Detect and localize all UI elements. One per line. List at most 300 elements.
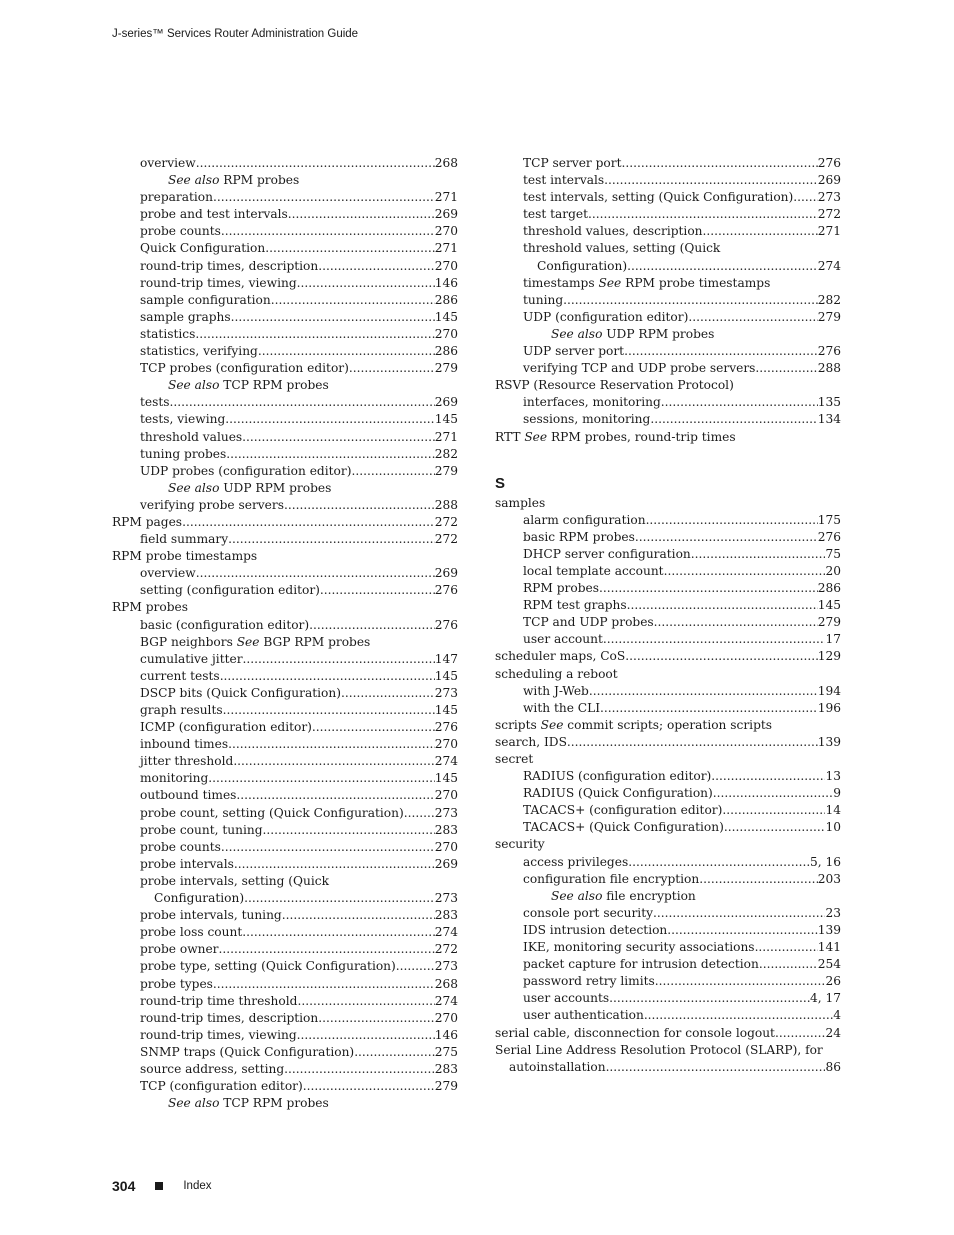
dot-leader xyxy=(711,768,825,785)
index-term: BGP neighbors xyxy=(140,634,237,649)
dot-leader xyxy=(208,770,434,787)
page-reference: 139 xyxy=(817,922,841,937)
dot-leader xyxy=(606,1059,826,1076)
see-keyword: See xyxy=(524,429,548,444)
page-reference: 145 xyxy=(434,703,458,717)
index-term: with J-Web xyxy=(523,683,589,698)
index-subentry xyxy=(112,839,458,856)
page-reference: 269 xyxy=(434,395,458,410)
page-reference: 145 xyxy=(434,412,458,427)
dot-leader xyxy=(635,529,818,546)
index-term: probe intervals xyxy=(140,856,234,871)
index-term: scheduler maps, CoS xyxy=(495,649,626,664)
page-reference: 13 xyxy=(825,769,841,784)
index-term: access privileges xyxy=(523,854,629,869)
dot-leader xyxy=(724,819,826,836)
index-subentry xyxy=(495,240,841,257)
page-reference: 276 xyxy=(817,529,841,544)
index-cross-reference xyxy=(112,172,458,189)
footer-section-label: Index xyxy=(183,1180,212,1192)
dot-leader xyxy=(625,648,817,665)
running-header: J-series™ Services Router Administration Guide xyxy=(112,28,359,40)
index-term: probe type, setting (Quick Configuration) xyxy=(140,959,396,974)
index-subentry xyxy=(112,343,458,360)
index-term: timestamps xyxy=(523,275,599,290)
index-term: probe counts xyxy=(140,224,221,239)
index-entry xyxy=(495,648,841,665)
page-reference: 23 xyxy=(825,905,841,920)
index-subentry xyxy=(112,394,458,411)
page-reference: 75 xyxy=(825,546,841,561)
index-term: Configuration) xyxy=(537,258,628,273)
dot-leader xyxy=(628,854,810,871)
index-subentry xyxy=(495,597,841,614)
dot-leader xyxy=(603,631,826,648)
index-term: local template account xyxy=(523,563,664,578)
dot-leader xyxy=(713,785,833,802)
index-term: round-trip times, description xyxy=(140,258,319,273)
dot-leader xyxy=(228,736,435,753)
dot-leader xyxy=(664,563,826,580)
index-term: RADIUS (configuration editor) xyxy=(523,769,712,784)
index-subentry xyxy=(495,973,841,990)
index-entry xyxy=(495,751,841,768)
dot-leader xyxy=(655,973,826,990)
index-subentry xyxy=(112,668,458,685)
page-reference: 282 xyxy=(817,292,841,307)
index-subentry xyxy=(112,976,458,993)
index-term: tuning probes xyxy=(140,446,227,461)
page-reference: 274 xyxy=(434,993,458,1008)
index-subentry xyxy=(495,683,841,700)
page-reference: 26 xyxy=(825,974,841,989)
dot-leader xyxy=(703,223,818,240)
cross-reference-target: TCP RPM probes xyxy=(219,1096,329,1111)
dot-leader xyxy=(609,990,810,1007)
dot-leader xyxy=(228,531,435,548)
index-term: secret xyxy=(495,752,534,766)
index-subentry xyxy=(495,785,841,802)
dot-leader xyxy=(219,941,435,958)
index-entry xyxy=(495,377,841,394)
index-subentry xyxy=(495,580,841,597)
index-term: user authentication xyxy=(523,1008,644,1023)
dot-leader xyxy=(242,429,435,446)
index-subentry xyxy=(112,941,458,958)
see-keyword: See also xyxy=(168,480,220,495)
dot-leader xyxy=(182,514,435,531)
cross-reference-target: commit scripts; operation scripts xyxy=(563,717,773,732)
page-reference: 282 xyxy=(434,446,458,461)
index-cross-reference xyxy=(112,1095,458,1112)
index-subentry xyxy=(495,206,841,223)
index-term: overview xyxy=(140,156,196,170)
index-subentry xyxy=(112,1061,458,1078)
dot-leader xyxy=(263,822,435,839)
page-reference: 272 xyxy=(434,514,458,529)
page-reference: 275 xyxy=(434,1044,458,1059)
index-column-left xyxy=(112,155,458,1112)
dot-leader xyxy=(195,326,434,343)
index-term: cumulative jitter xyxy=(140,651,243,666)
index-term: scripts xyxy=(495,717,541,732)
index-subentry xyxy=(112,240,458,257)
index-term: search, IDS xyxy=(495,734,567,749)
index-term: TACACS+ (Quick Configuration) xyxy=(523,820,724,835)
dot-leader xyxy=(170,394,435,411)
page-reference: 268 xyxy=(434,976,458,991)
index-term: verifying probe servers xyxy=(140,497,284,512)
index-entry xyxy=(495,1042,841,1059)
index-term: with the CLI xyxy=(523,700,601,715)
index-term: probe loss count xyxy=(140,925,243,940)
index-term: IKE, monitoring security associations xyxy=(523,940,755,955)
dot-leader xyxy=(396,958,435,975)
index-term: tests, viewing xyxy=(140,412,226,427)
index-cross-reference xyxy=(112,480,458,497)
index-cross-reference xyxy=(495,275,841,292)
dot-leader xyxy=(236,787,434,804)
index-subentry xyxy=(495,343,841,360)
dot-leader xyxy=(297,993,434,1010)
index-subentry xyxy=(112,582,458,599)
index-term: serial cable, disconnection for console logout xyxy=(495,1025,775,1040)
dot-leader xyxy=(650,411,817,428)
index-term: Configuration) xyxy=(154,891,245,906)
dot-leader xyxy=(644,1007,833,1024)
dot-leader xyxy=(600,700,818,717)
index-term: threshold values, setting (Quick xyxy=(523,241,721,256)
dot-leader xyxy=(196,565,435,582)
index-term: IDS intrusion detection xyxy=(523,922,668,937)
index-subentry xyxy=(495,871,841,888)
dot-leader xyxy=(243,651,435,668)
index-entry xyxy=(112,599,458,616)
dot-leader xyxy=(646,512,818,529)
page-reference: 272 xyxy=(434,942,458,957)
see-keyword: See also xyxy=(168,378,220,393)
dot-leader xyxy=(567,734,818,751)
index-term: probe counts xyxy=(140,839,221,854)
dot-leader xyxy=(627,597,818,614)
index-term: verifying TCP and UDP probe servers xyxy=(523,361,756,376)
index-letter-heading: S xyxy=(495,474,506,492)
dot-leader xyxy=(233,753,434,770)
index-term: console port security xyxy=(523,905,653,920)
index-subentry xyxy=(112,702,458,719)
page-reference: 271 xyxy=(817,224,841,239)
index-term: sample graphs xyxy=(140,309,231,324)
index-subentry xyxy=(112,617,458,634)
index-term: threshold values, description xyxy=(523,224,703,239)
page-reference: 276 xyxy=(434,583,458,598)
index-subentry xyxy=(112,411,458,428)
page-reference: 276 xyxy=(817,344,841,359)
index-term: jitter threshold xyxy=(140,754,234,769)
index-subentry xyxy=(112,155,458,172)
page-reference: 272 xyxy=(817,207,841,222)
index-subentry xyxy=(495,563,841,580)
page-reference: 147 xyxy=(434,651,458,666)
page-reference: 5, 16 xyxy=(809,854,841,869)
dot-leader xyxy=(755,939,818,956)
dot-leader xyxy=(404,805,435,822)
page-reference: 145 xyxy=(817,598,841,613)
cross-reference-target: UDP RPM probes xyxy=(219,480,332,495)
index-term: UDP server port xyxy=(523,344,625,359)
page-reference: 194 xyxy=(817,683,841,698)
page-reference: 269 xyxy=(434,207,458,222)
dot-leader xyxy=(621,155,817,172)
square-bullet-icon xyxy=(155,1182,163,1190)
index-term: round-trip times, viewing xyxy=(140,1027,297,1042)
dot-leader xyxy=(223,702,435,719)
page-number: 304 xyxy=(112,1178,136,1194)
page-reference: 86 xyxy=(825,1059,841,1074)
dot-leader xyxy=(265,240,435,257)
page-reference: 279 xyxy=(434,463,458,478)
index-subentry xyxy=(112,360,458,377)
index-term: RSVP (Resource Reservation Protocol) xyxy=(495,378,734,393)
index-term: test intervals, setting (Quick Configuration) xyxy=(523,190,794,205)
cross-reference-target: TCP RPM probes xyxy=(219,378,329,393)
index-term: preparation xyxy=(140,190,213,205)
index-term: interfaces, monitoring xyxy=(523,395,661,410)
page-reference: 276 xyxy=(434,720,458,735)
index-entry xyxy=(495,836,841,853)
index-subentry xyxy=(112,531,458,548)
index-entry xyxy=(112,548,458,565)
index-subentry xyxy=(112,805,458,822)
dot-leader xyxy=(341,685,435,702)
page-reference: 14 xyxy=(825,803,841,818)
index-term: probe owner xyxy=(140,942,219,957)
index-subentry xyxy=(112,890,458,907)
dot-leader xyxy=(699,871,817,888)
page-reference: 175 xyxy=(817,512,841,527)
dot-leader xyxy=(661,394,818,411)
page-reference: 271 xyxy=(434,190,458,205)
dot-leader xyxy=(284,1061,435,1078)
index-term: user accounts xyxy=(523,991,610,1006)
dot-leader xyxy=(624,343,818,360)
page-reference: 139 xyxy=(817,734,841,749)
index-subentry xyxy=(112,770,458,787)
dot-leader xyxy=(588,206,818,223)
index-subentry xyxy=(112,258,458,275)
index-term: TCP (configuration editor) xyxy=(140,1079,303,1094)
index-subentry xyxy=(112,993,458,1010)
dot-leader xyxy=(244,890,435,907)
index-subentry xyxy=(112,275,458,292)
index-term: graph results xyxy=(140,703,223,717)
index-subentry xyxy=(495,360,841,377)
index-subentry xyxy=(112,753,458,770)
index-subentry xyxy=(112,736,458,753)
dot-leader xyxy=(627,258,818,275)
index-entry xyxy=(495,1025,841,1042)
page-reference: 274 xyxy=(434,754,458,769)
index-subentry xyxy=(495,768,841,785)
index-term: Quick Configuration xyxy=(140,241,266,256)
index-term: RPM test graphs xyxy=(523,598,627,613)
dot-leader xyxy=(297,275,435,292)
index-column-right xyxy=(495,155,841,1076)
page-reference: 141 xyxy=(817,940,841,955)
index-entry xyxy=(495,495,841,512)
index-term: DSCP bits (Quick Configuration) xyxy=(140,685,341,700)
index-subentry xyxy=(495,854,841,871)
dot-leader xyxy=(258,343,435,360)
dot-leader xyxy=(303,1078,435,1095)
page-reference: 269 xyxy=(817,173,841,188)
page-reference: 270 xyxy=(434,737,458,752)
page-reference: 4 xyxy=(833,1008,841,1023)
index-subentry xyxy=(495,529,841,546)
index-subentry xyxy=(112,565,458,582)
page-reference: 269 xyxy=(434,566,458,581)
index-term: statistics, verifying xyxy=(140,344,258,359)
index-term: round-trip times, description xyxy=(140,1010,319,1025)
index-subentry xyxy=(112,1010,458,1027)
index-subentry xyxy=(112,1044,458,1061)
dot-leader xyxy=(196,155,435,172)
cross-reference-target: RPM probe timestamps xyxy=(621,275,771,290)
index-term: RADIUS (Quick Configuration) xyxy=(523,786,713,801)
page-reference: 273 xyxy=(817,190,841,205)
index-term: threshold values xyxy=(140,429,243,444)
see-keyword: See xyxy=(598,275,622,290)
cross-reference-target: UDP RPM probes xyxy=(602,326,715,341)
index-entry xyxy=(112,514,458,531)
page-reference: 270 xyxy=(434,258,458,273)
index-term: sessions, monitoring xyxy=(523,412,651,427)
index-term: outbound times xyxy=(140,788,237,803)
index-term: scheduling a reboot xyxy=(495,666,618,681)
page-reference: 276 xyxy=(434,617,458,632)
index-term: probe count, setting (Quick Configuration) xyxy=(140,805,404,820)
page-reference: 4, 17 xyxy=(809,991,841,1006)
index-subentry xyxy=(112,856,458,873)
page-reference: 279 xyxy=(434,1079,458,1094)
dot-leader xyxy=(759,956,818,973)
dot-leader xyxy=(722,802,825,819)
page-reference: 17 xyxy=(825,632,841,647)
page-reference: 286 xyxy=(817,581,841,596)
index-term: SNMP traps (Quick Configuration) xyxy=(140,1044,355,1059)
page-reference: 283 xyxy=(434,1061,458,1076)
index-term: password retry limits xyxy=(523,974,655,989)
index-subentry xyxy=(495,155,841,172)
page-reference: 129 xyxy=(817,649,841,664)
index-subentry xyxy=(495,905,841,922)
dot-leader xyxy=(312,719,435,736)
index-subentry xyxy=(112,292,458,309)
index-subentry xyxy=(112,685,458,702)
index-subentry xyxy=(495,956,841,973)
dot-leader xyxy=(242,924,435,941)
index-cross-reference xyxy=(495,326,841,343)
index-subentry xyxy=(495,614,841,631)
cross-reference-target: RPM probes xyxy=(219,173,300,188)
index-term: UDP (configuration editor) xyxy=(523,309,689,324)
dot-leader xyxy=(589,683,818,700)
dot-leader xyxy=(667,922,817,939)
index-subentry xyxy=(495,223,841,240)
index-term: sample configuration xyxy=(140,292,271,307)
index-cross-reference xyxy=(495,429,841,446)
index-subentry xyxy=(112,1027,458,1044)
cross-reference-target: RPM probes, round-trip times xyxy=(547,429,736,444)
dot-leader xyxy=(604,172,818,189)
index-term: TCP and UDP probes xyxy=(523,615,654,630)
index-subentry xyxy=(112,907,458,924)
page-reference: 283 xyxy=(434,822,458,837)
dot-leader xyxy=(220,668,435,685)
index-subentry xyxy=(112,206,458,223)
dot-leader xyxy=(271,292,435,309)
dot-leader xyxy=(653,905,826,922)
index-term: security xyxy=(495,837,545,852)
dot-leader xyxy=(225,411,434,428)
page-reference: 270 xyxy=(434,1010,458,1025)
index-term: TCP server port xyxy=(523,156,622,170)
index-term: samples xyxy=(495,495,546,510)
index-term: autoinstallation xyxy=(509,1059,606,1074)
index-term: source address, setting xyxy=(140,1061,285,1076)
index-entry xyxy=(495,666,841,683)
index-term: field summary xyxy=(140,532,229,547)
see-keyword: See xyxy=(540,717,564,732)
page-reference: 254 xyxy=(817,957,841,972)
index-subentry xyxy=(495,189,841,206)
dot-leader xyxy=(282,907,435,924)
dot-leader xyxy=(599,580,818,597)
index-subentry xyxy=(112,463,458,480)
index-subentry xyxy=(112,189,458,206)
index-subentry xyxy=(495,990,841,1007)
index-term: DHCP server configuration xyxy=(523,546,691,561)
page-reference: 279 xyxy=(817,615,841,630)
dot-leader xyxy=(320,582,435,599)
index-cross-reference xyxy=(112,634,458,651)
index-term: probe intervals, setting (Quick xyxy=(140,873,329,888)
page-reference: 145 xyxy=(434,668,458,683)
index-term: tests xyxy=(140,395,170,410)
page-reference: 286 xyxy=(434,344,458,359)
index-term: probe count, tuning xyxy=(140,822,263,837)
page-reference: 279 xyxy=(434,361,458,376)
index-term: basic RPM probes xyxy=(523,529,635,544)
index-term: RPM probe timestamps xyxy=(112,549,258,564)
index-term: current tests xyxy=(140,668,220,683)
page-reference: 270 xyxy=(434,788,458,803)
cross-reference-target: file encryption xyxy=(602,888,696,903)
index-term: alarm configuration xyxy=(523,512,646,527)
index-subentry xyxy=(112,223,458,240)
page-reference: 146 xyxy=(434,275,458,290)
index-subentry xyxy=(495,411,841,428)
page-reference: 134 xyxy=(817,412,841,427)
page-reference: 268 xyxy=(434,156,458,170)
index-subentry xyxy=(112,873,458,890)
page-reference: 272 xyxy=(434,532,458,547)
index-subentry xyxy=(112,924,458,941)
index-subentry xyxy=(495,939,841,956)
index-subentry xyxy=(112,446,458,463)
page-reference: 145 xyxy=(434,309,458,324)
index-subentry xyxy=(112,429,458,446)
